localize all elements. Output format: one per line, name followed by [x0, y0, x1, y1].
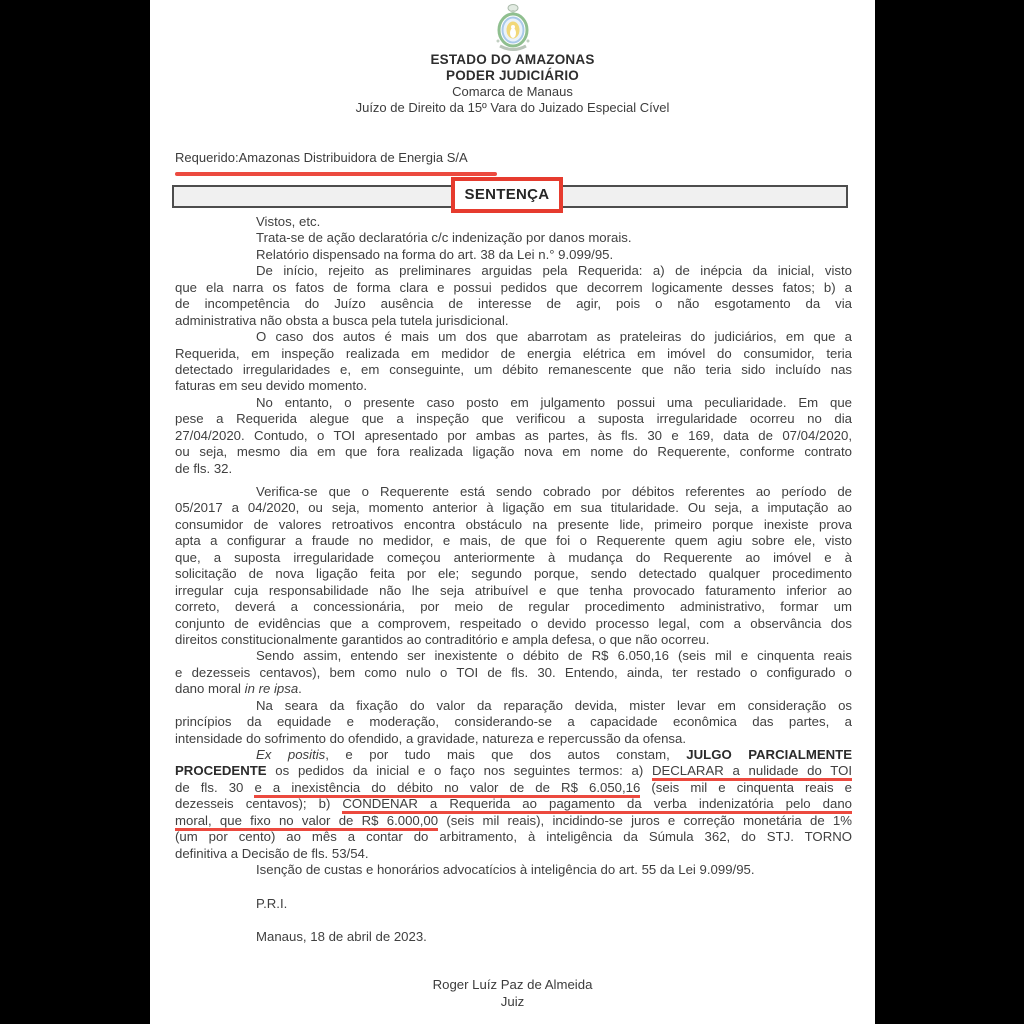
body-text: consumidor de valores retroativos encontra obstáculo na presente lide, primeiro porque inexiste prova — [175, 516, 852, 532]
body-text: conjunto de evidências que a comprovem, respeitado o devido processo legal, com a observância dos — [175, 615, 852, 631]
body-text: De início, rejeito as preliminares arguidas pela Requerida: a) de inépcia da inicial, visto — [256, 263, 852, 279]
red-underlined-text: DECLARAR a nulidade do TOI — [652, 763, 852, 781]
header-comarca: Comarca de Manaus — [452, 84, 573, 99]
body-line — [175, 280, 852, 296]
body-line — [175, 313, 852, 329]
signature-block — [150, 977, 875, 1010]
header-court: Juízo de Direito da 15º Vara do Juizado Especial Cível — [355, 99, 670, 115]
body-line — [175, 862, 852, 878]
body-line — [175, 550, 852, 566]
red-underlined-text: moral, que fixo no valor de R$ 6.000,00 — [175, 813, 438, 831]
body-line — [175, 214, 852, 230]
body-text: intensidade do sofrimento do ofendido, a gravidade, natureza e repercussão da ofensa. — [175, 730, 686, 746]
body-line — [175, 599, 852, 615]
body-text: 27/04/2020. Contudo, o TOI apresentado por ambas as partes, às fls. 30 e 169, data de 07/04/2020, — [175, 427, 852, 443]
body-text: (seis mil reais), incidindo-se juros e correção monetária de 1% — [438, 812, 852, 828]
body-line — [175, 681, 852, 697]
body-line — [175, 846, 852, 862]
body-line — [175, 247, 852, 263]
body-line — [175, 829, 852, 845]
body-text: in re ipsa — [244, 681, 299, 697]
body-text: pese a Requerida alegue que a inspeção que verificou a suposta irregularidade ocorreu no dia — [175, 411, 852, 427]
body-line — [175, 346, 852, 362]
body-line — [175, 362, 852, 378]
body-line — [175, 263, 852, 279]
signature-role: Juiz — [500, 993, 525, 1009]
section-title: SENTENÇA — [464, 186, 550, 203]
document-body — [175, 214, 852, 879]
body-line — [175, 517, 852, 533]
body-line — [175, 714, 852, 730]
body-text: detectado irregularidades e, em conseguinte, um débito remanescente que não teria sido incluído nas — [175, 361, 852, 377]
respondent-line: Requerido:Amazonas Distribuidora de Energia S/A — [175, 150, 468, 165]
body-line — [175, 484, 852, 500]
date-line: Manaus, 18 de abril de 2023. — [256, 929, 427, 944]
body-text: dano moral — [175, 681, 245, 697]
body-line — [175, 583, 852, 599]
body-text: Trata-se de ação declaratória c/c indenização por danos morais. — [256, 230, 632, 246]
body-text: administrativa não obsta a busca pela tutela jurisdicional. — [175, 312, 509, 328]
body-text: os pedidos da inicial e o faço nos seguintes termos: a) — [266, 763, 652, 779]
signature-name: Roger Luíz Paz de Almeida — [432, 977, 593, 992]
body-text: No entanto, o presente caso posto em julgamento possui uma peculiaridade. Em que — [256, 394, 852, 410]
header-branch: PODER JUDICIÁRIO — [446, 68, 579, 83]
body-line — [175, 230, 852, 246]
body-text: faturas em seu devido momento. — [175, 378, 368, 394]
document-page — [150, 0, 875, 1024]
red-underlined-text: CONDENAR a Requerida ao pagamento da verba indenizatória pelo dano — [342, 796, 852, 814]
body-text: definitiva a Decisão de fls. 53/54. — [175, 845, 369, 861]
body-text: dezesseis centavos); b) — [175, 796, 343, 812]
body-line — [175, 763, 852, 779]
body-line — [175, 329, 852, 345]
body-line — [175, 747, 852, 763]
body-line — [175, 533, 852, 549]
body-line — [175, 796, 852, 812]
body-text: irregular cuja responsabilidade não lhe seja atribuível e que tenha provocado faturamento inferior ao — [175, 582, 852, 598]
body-text: JULGO PARCIALMENTE — [686, 747, 852, 762]
body-line — [175, 665, 852, 681]
body-text: solicitação de nova ligação feita por ele; segundo porque, sendo detectado qualquer procedimento — [175, 566, 852, 582]
body-text: 05/2017 a 04/2020, ou seja, momento anterior à ligação em sua titularidade. Ou seja, a imputação ao — [175, 500, 852, 516]
body-text: , e por tudo mais que dos autos constam, — [325, 747, 687, 762]
body-line — [175, 444, 852, 460]
body-text: princípios da equidade e moderação, considerando-se a capacidade econômica das partes, a — [175, 714, 852, 730]
body-text: (um por cento) ao mês a contar do arbitramento, à inteligência da Súmula 362, do STJ. TORNO — [175, 829, 852, 845]
body-line — [175, 566, 852, 582]
amazonas-coat-of-arms-icon — [150, 3, 875, 52]
body-line — [175, 648, 852, 664]
red-underline-annotation — [175, 172, 497, 176]
body-text: (seis mil e cinquenta reais e — [640, 779, 853, 795]
body-text: Na seara da fixação do valor da reparação devida, mister levar em consideração os — [256, 697, 852, 713]
body-text: que ela narra os fatos de forma clara e possui pedidos que decorrem logicamente desses fatos; b) a — [175, 279, 852, 295]
red-underlined-text: e a inexistência do débito no valor de de R$ 6.050,16 — [254, 780, 640, 798]
body-line — [175, 296, 852, 312]
body-text: Sendo assim, entendo ser inexistente o débito de R$ 6.050,16 (seis mil e cinquenta reais — [256, 648, 852, 664]
body-text: Vistos, etc. — [256, 214, 321, 229]
body-text: que, a suposta irregularidade começou anteriormente à mudança do Requerente ao imóvel e à — [175, 549, 852, 565]
body-line — [175, 411, 852, 427]
body-text: de incompetência do Juízo ausência de interesse de agir, pois o não esgotamento da via — [175, 296, 852, 312]
body-text: Verifica-se que o Requerente está sendo cobrado por débitos referentes ao período de — [256, 484, 852, 499]
body-text: correto, deverá a concessionária, por meio de regular procedimento administrativo, formar um — [175, 599, 852, 615]
body-line — [175, 813, 852, 829]
body-line — [175, 378, 852, 394]
body-text: . — [298, 681, 302, 697]
body-text: Isenção de custas e honorários advocatícios à inteligência do art. 55 da Lei 9.099/95. — [256, 862, 755, 878]
body-line — [175, 698, 852, 714]
body-text: apta a configurar a fraude no medidor, e mais, de que foi o Requerente quem agiu sobre ele, visto — [175, 533, 852, 549]
body-line — [175, 461, 852, 477]
body-text: Requerida, em inspeção realizada em medidor de energia elétrica em imóvel do consumidor, teria — [175, 345, 852, 361]
body-line — [175, 395, 852, 411]
body-text: PROCEDENTE — [175, 763, 267, 779]
body-line — [175, 632, 852, 648]
body-text: direitos constitucionalmente garantidos ao contraditório e ampla defesa, o que não ocorreu. — [175, 631, 710, 647]
body-line — [175, 428, 852, 444]
body-line — [175, 616, 852, 632]
body-line — [175, 731, 852, 747]
body-text: de fls. 30 — [175, 779, 255, 795]
body-text: ou seja, mesmo dia em que fora realizada ligação nova em nome do Requerente, conforme contrato — [175, 444, 852, 460]
body-line — [175, 780, 852, 796]
body-text: Relatório dispensado na forma do art. 38 da Lei n.° 9.099/95. — [256, 246, 614, 262]
body-line — [175, 500, 852, 516]
document-header — [150, 3, 875, 115]
body-text: de fls. 32. — [175, 460, 233, 476]
header-state: ESTADO DO AMAZONAS — [430, 52, 595, 67]
pri-line: P.R.I. — [256, 896, 288, 911]
section-title-red-box — [451, 177, 563, 213]
body-text: e dezesseis centavos), bem como nulo o TOI de fls. 30. Entendo, ainda, ter restado o configurado o — [175, 664, 852, 680]
body-text: O caso dos autos é mais um dos que abarrotam as prateleiras do judiciários, em que a — [256, 329, 852, 345]
body-text: Ex positis — [256, 747, 326, 762]
